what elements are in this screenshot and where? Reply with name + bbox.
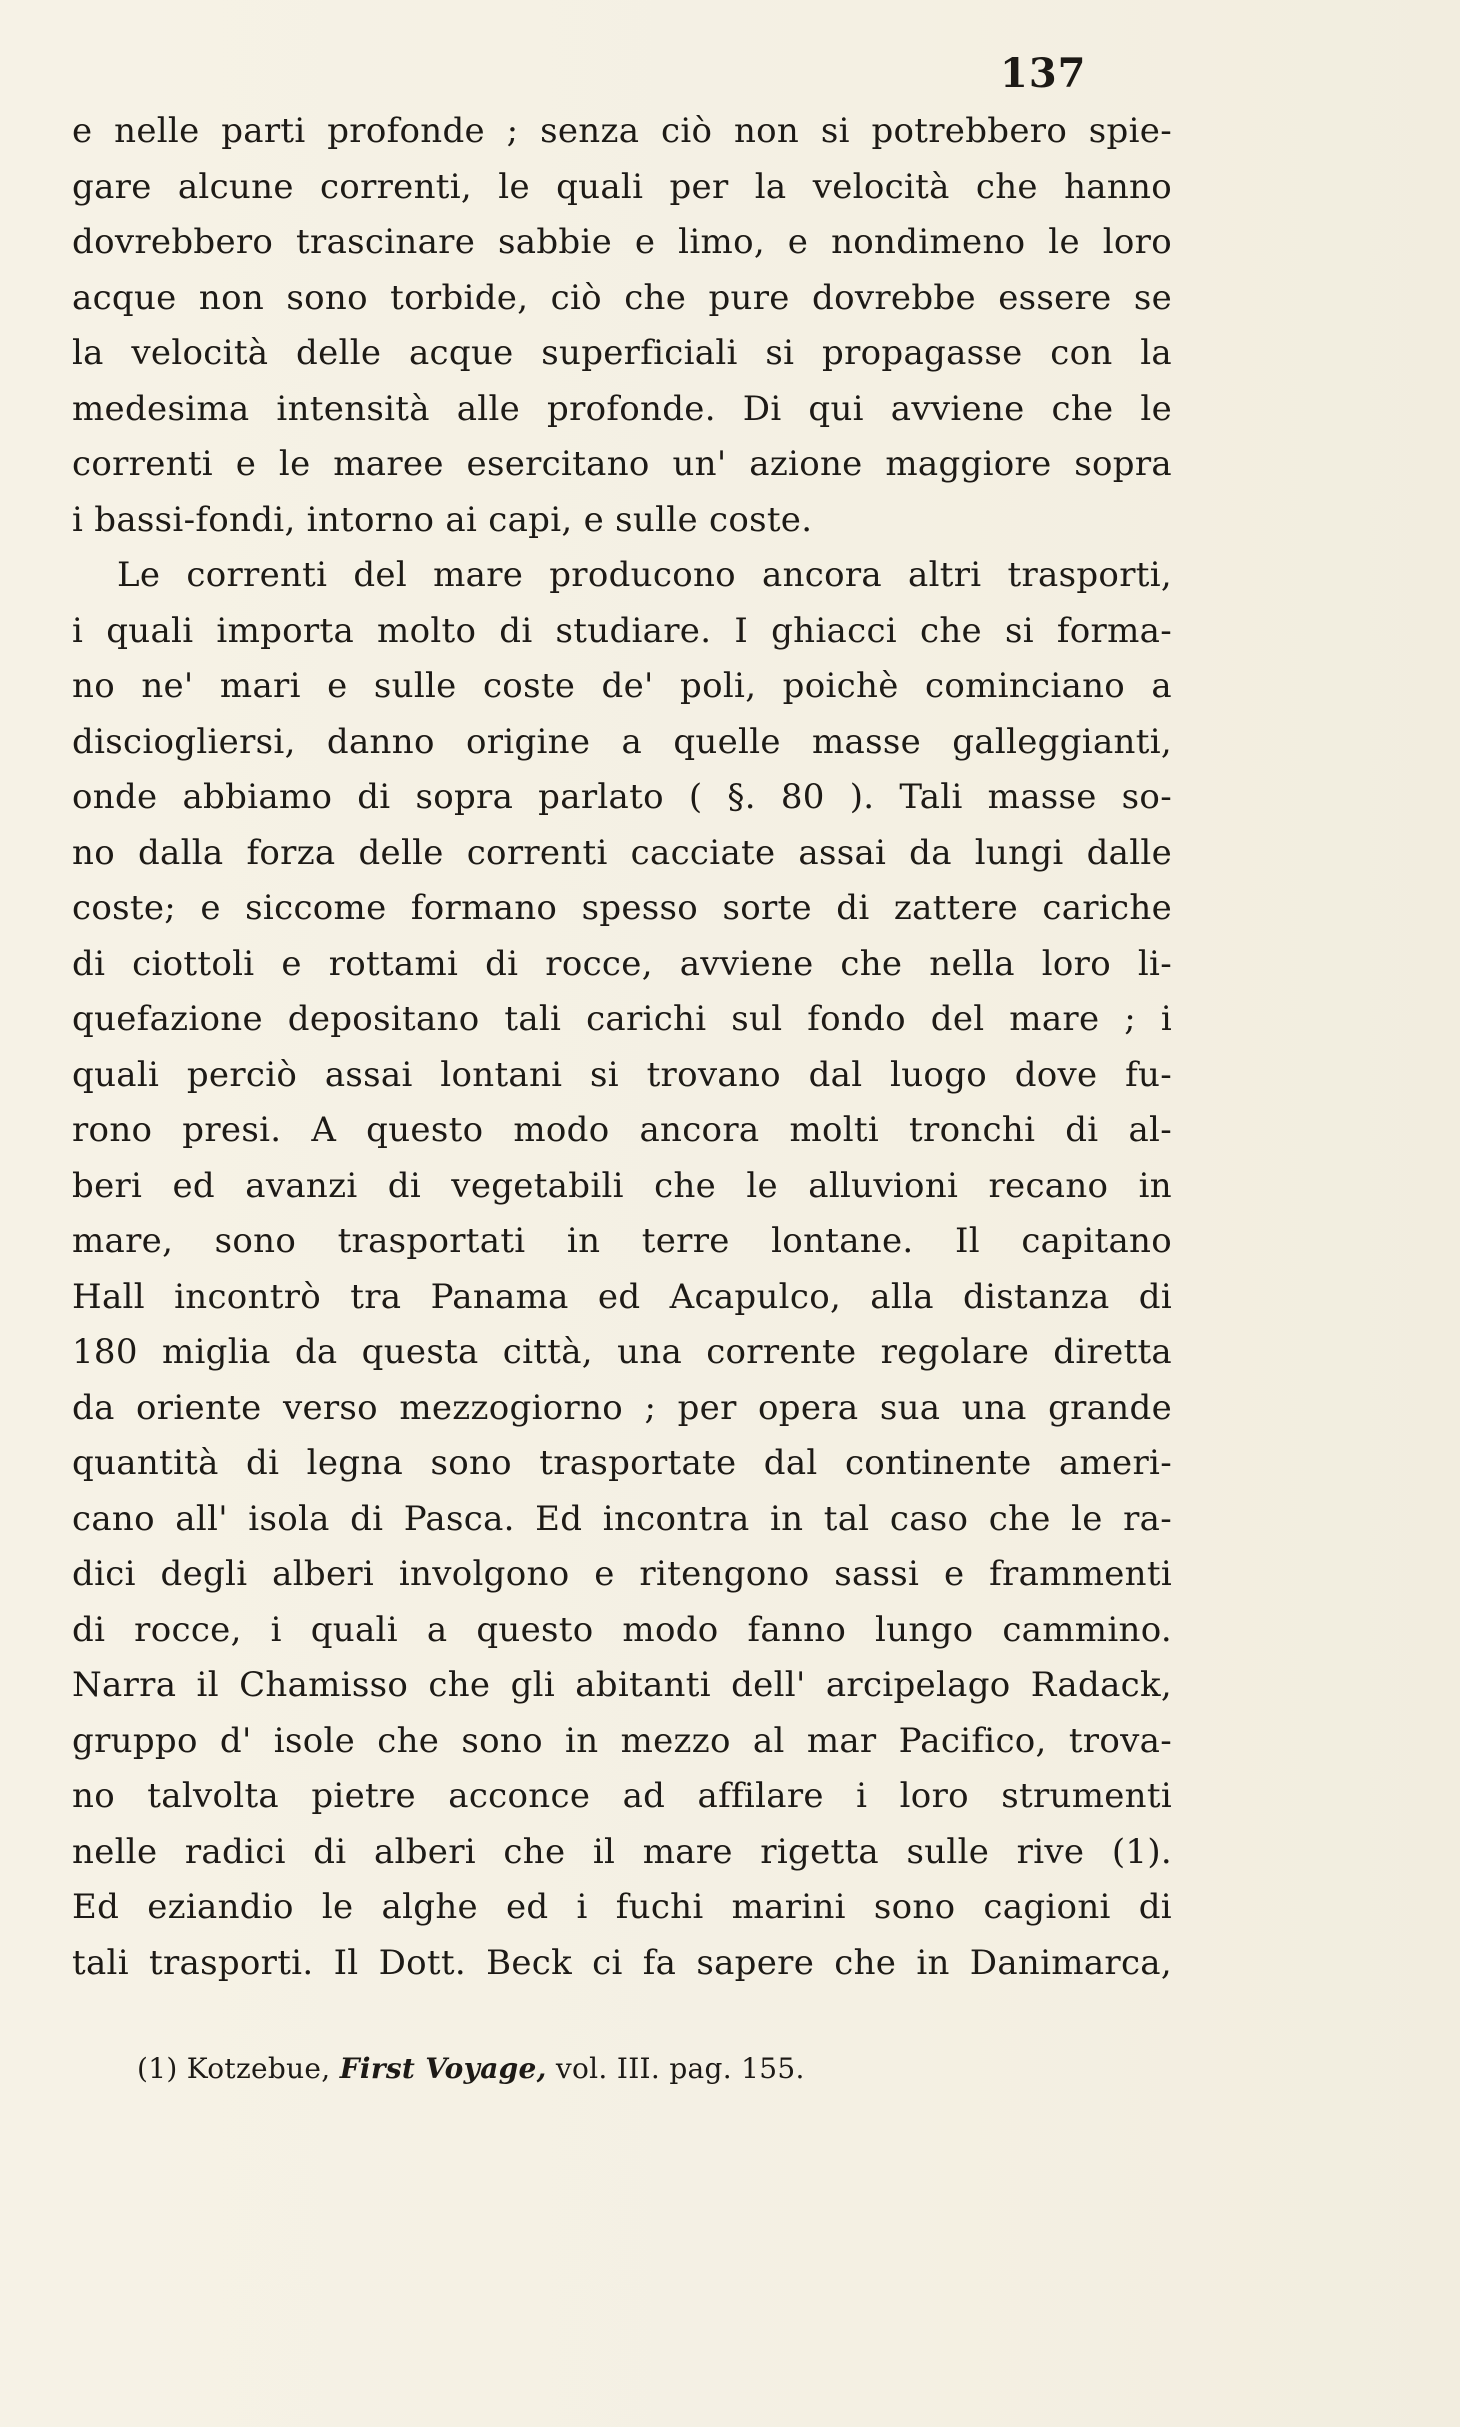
text-line: coste; e siccome formano spesso sorte di zattere cariche	[72, 888, 1172, 928]
text-line: quantità di legna sono trasportate dal continente ameri-	[72, 1443, 1172, 1483]
body-text	[72, 104, 1172, 1991]
text-line: dici degli alberi involgono e ritengono sassi e frammenti	[72, 1554, 1172, 1594]
text-line: Narra il Chamisso che gli abitanti dell' arcipelago Radack,	[72, 1665, 1172, 1705]
text-line: nelle radici di alberi che il mare rigetta sulle rive (1).	[72, 1831, 1172, 1872]
text-line: no ne' mari e sulle coste de' poli, poichè cominciano a	[72, 666, 1172, 706]
text-line: acque non sono torbide, ciò che pure dovrebbe essere se	[72, 277, 1172, 318]
text-line: Hall incontrò tra Panama ed Acapulco, alla distanza di	[72, 1276, 1172, 1317]
text-line: dovrebbero trascinare sabbie e limo, e nondimeno le loro	[72, 222, 1172, 262]
text-line: cano all' isola di Pasca. Ed incontra in tal caso che le ra-	[72, 1498, 1172, 1539]
text-line: disciogliersi, danno origine a quelle masse galleggianti,	[72, 721, 1172, 762]
text-line: beri ed avanzi di vegetabili che le alluvioni recano in	[72, 1165, 1172, 1206]
text-line: Ed eziandio le alghe ed i fuchi marini sono cagioni di	[72, 1887, 1172, 1927]
text-line: di rocce, i quali a questo modo fanno lungo cammino.	[72, 1609, 1172, 1650]
text-line: i bassi-fondi, intorno ai capi, e sulle coste.	[72, 499, 813, 540]
text-line: di ciottoli e rottami di rocce, avviene che nella loro li-	[72, 943, 1172, 984]
text-line: quali perciò assai lontani si trovano dal luogo dove fu-	[72, 1054, 1172, 1095]
text-line: rono presi. A questo modo ancora molti tronchi di al-	[72, 1110, 1172, 1150]
text-line: la velocità delle acque superficiali si propagasse con la	[72, 333, 1172, 373]
text-line: Le correnti del mare producono ancora altri trasporti,	[117, 555, 1172, 595]
text-line: i quali importa molto di studiare. I ghiacci che si forma-	[72, 610, 1172, 651]
text-line: correnti e le maree esercitano un' azione maggiore sopra	[72, 444, 1172, 484]
page-number: 137	[1000, 50, 1087, 97]
text-line: no talvolta pietre acconce ad affilare i loro strumenti	[72, 1776, 1172, 1816]
text-line: medesima intensità alle profonde. Di qui avviene che le	[72, 388, 1172, 429]
text-line: gare alcune correnti, le quali per la velocità che hanno	[72, 166, 1172, 207]
text-line: mare, sono trasportati in terre lontane. Il capitano	[72, 1221, 1172, 1261]
text-line: tali trasporti. Il Dott. Beck ci fa sapere che in Danimarca,	[72, 1942, 1172, 1983]
text-line: quefazione depositano tali carichi sul fondo del mare ; i	[72, 999, 1172, 1039]
text-line: gruppo d' isole che sono in mezzo al mar Pacifico, trova-	[72, 1720, 1172, 1761]
text-line: da oriente verso mezzogiorno ; per opera sua una grande	[72, 1387, 1172, 1428]
text-line: e nelle parti profonde ; senza ciò non si potrebbero spie-	[72, 111, 1172, 151]
footnote-title: First Voyage,	[339, 2052, 547, 2085]
footnote-reference: vol. III. pag. 155.	[555, 2052, 805, 2085]
text-line: 180 miglia da questa città, una corrente regolare diretta	[72, 1332, 1172, 1372]
text-line: onde abbiamo di sopra parlato ( §. 80 ). Tali masse so-	[72, 777, 1172, 817]
footnote	[137, 2052, 805, 2085]
footnote-marker: (1) Kotzebue,	[137, 2052, 331, 2085]
text-line: no dalla forza delle correnti cacciate assai da lungi dalle	[72, 832, 1172, 873]
